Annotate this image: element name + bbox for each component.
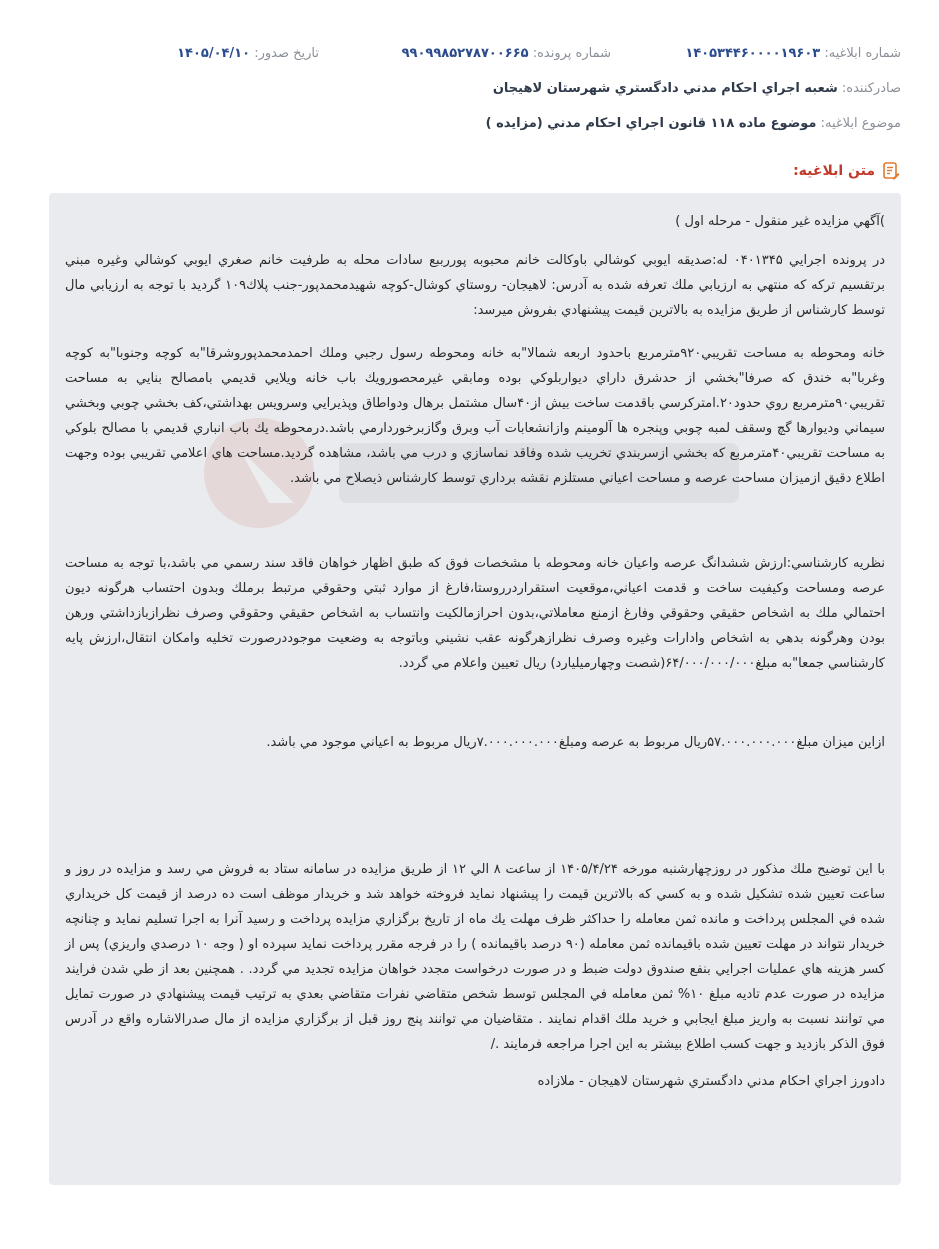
notice-number-label: شماره ابلاغیه: [824, 46, 901, 61]
case-number-label: شماره پرونده: [532, 46, 611, 61]
notice-text-heading [793, 161, 901, 181]
notice-body [49, 193, 901, 1185]
expert-opinion-paragraph: نظريه كارشناسي:ارزش ششدانگ عرصه واعيان خانه ومحوطه با مشخصات فوق كه طبق اظهار خواهان فاقد سند رسمي مي باشد،با توجه به مساحت عرصه ومساحت وكيفيت ساخت و قدمت اعياني،موقعيت استقراردرروستا،فارغ از موارد ثبتي وحقوقي مرتبط برملك وبدون احتساب هرگونه ديون احتمالي ملك به اشخاص حقيقي وحقوقي وفارغ ازمنع معاملاتي،بدون احرازمالكيت وانتساب به اشخاص حقيقي وحقوقي وصرف نظرازبازداشتي ورهن بودن وهرگونه بدهي به اشخاص وادارات وغيره وصرف نظرازهرگونه عقب نشيني وباتوجه به وضعيت موجوددرصورت تخليه وامكان انتقال،ارزش پايه كارشناسي جمعا"به مبلغ۶۴/۰۰۰/۰۰۰/۰۰۰(شصت وچهارميليارد) ريال تعيين واعلام مي گردد. [65, 556, 885, 671]
issuer-label: صادرکننده: [841, 81, 901, 96]
value-breakdown-paragraph: ازاين ميزان مبلغ۵۷.۰۰۰.۰۰۰.۰۰۰ريال مربوط به عرصه ومبلغ۷.۰۰۰.۰۰۰.۰۰۰ريال مربوط به اعياني موجود مي باشد. [266, 735, 885, 750]
issue-date-label: تاریخ صدور: [254, 46, 319, 61]
case-paragraph: در پرونده اجرايي ۰۴۰۱۳۴۵ له:صديقه ايوبي كوشالي باوكالت خانم محبوبه پوررببع سادات محله به طرفيت خانم صغري ايوبي كوشالي وغيره مبني برتقسيم تركه كه منتهي به ارزيابي ملك تعرفه شده به آدرس: لاهيجان- روستاي كوشال-كوچه شهيدمحمدپور-جنب پلاك۱۰۹ گرديد با توجه به ارزيابي مال توسط كارشناس از طريق مزايده به بالاترين قيمت پيشنهادي بفروش ميرسد: [65, 253, 886, 318]
case-number-value: ۹۹۰۹۹۸۵۲۷۸۷۰۰۶۶۵ [401, 46, 529, 61]
subject-value: موضوع ماده ۱۱۸ قانون اجراي احكام مدني (مزايده ) [485, 116, 817, 131]
signature-line: دادورز اجراي احكام مدني دادگستري شهرستان لاهيجان - ملازاده [537, 1074, 885, 1089]
issue-date-value: ۱۴۰۵/۰۴/۱۰ [177, 46, 251, 61]
notice-number [685, 46, 901, 61]
notice-number-value: ۱۴۰۵۳۴۴۶۰۰۰۰۱۹۶۰۳ [685, 46, 821, 61]
issuer-row [38, 81, 901, 96]
auction-terms-paragraph: با اين توضيح ملك مذكور در روزچهارشنبه مورخه ۱۴۰۵/۴/۲۴ از ساعت ۸ الي ۱۲ از طريق مزايده در سامانه ستاد به فروش مي رسد و مزايده در روز و ساعت تعيين شده تشكيل شده و به كسي كه بالاترين قيمت را پيشنهاد نمايد فروخته خواهد شد و خريدار موظف است ده درصد از قيمت كل خريداري شده في المجلس پرداخت و مانده ثمن معامله را حداكثر ظرف مهلت يك ماه از تاريخ برگزاري مزايده پرداخت و رسيد آنرا به اجرا تسليم نمايد و چنانچه خريدار نتواند در مهلت تعيين شده باقيمانده ثمن معامله (۹۰ درصد باقيمانده ) را در فرجه مقرر پرداخت نمايد سپرده او ( وجه ۱۰ درصدي واريزي) پس از كسر هزينه هاي عمليات اجرايي بنفع صندوق دولت ضبط و در صورت درخواست مجدد خواهان مزايده تجديد مي گردد. . همچنين بعد از طي شدن فرايند مزايده در صورت عدم تاديه مبلغ ۱۰% ثمن معامله في المجلس توسط شخص متقاضي نفرات متقاضي بعدي به ترتيب قيمت پيشنهادي در صورت تمايل مي توانند نسبت به واريز مبلغ ايجابي و خريد ملك اقدام نمايند . متقاضيان مي توانند پنج روز قبل از برگزاري مزايده از مال صدرالاشاره واقع در آدرس فوق الذكر بازديد و جهت كسب اطلاع بيشتر به اين اجرا مراجعه فرمايند ./ [65, 862, 886, 1052]
subject-label: موضوع ابلاغیه: [820, 116, 901, 131]
notice-text-title: متن ابلاغیه: [793, 163, 875, 179]
case-number [402, 46, 611, 61]
header-meta-row [38, 46, 901, 61]
subject-row [38, 116, 901, 131]
issue-date [177, 46, 319, 61]
issuer-value: شعبه اجراي احكام مدني دادگستري شهرستان لاهيجان [492, 81, 838, 96]
property-description-paragraph: خانه ومحوطه به مساحت تقريبي۹۲۰مترمربع باحدود اربعه شمالا"به خانه ومحوطه رسول رجبي وملك احمدمحمدپوروشرقا"به كوچه وجنوبا"به كوچه وغربا"به خندق كه صرفا"بخشي از حدشرق داراي ديواربلوكي بوده ومابقي غيرمحصورويك باب خانه ويلايي قديمي بامصالح بنايي به مساحت تقريبي۹۰مترمربع روي حدود۲۰.امتركرسي باقدمت ساخت بيش از۴۰سال مشتمل برهال ودواطاق وپذيرايي وسرويس بهداشتي،كف بخشي چوبي وبخشي سيماني وديوارها گچ وسقف لمبه چوبي وپنجره ها آلومينم وازانشعابات آب وبرق وگازبرخوردارمي باشد.درمحوطه يك باب انباري قديمي با مصالح بلوكي به مساحت تقريبي۴۰مترمربع كه بخشي ازسربندي تخريب شده وفاقد نماسازي و درب مي باشد، مشاهده گرديد.مساحت هاي اعلامي تقريبي بوده وجهت اطلاع دقيق ازميزان مساحت عرصه و مساحت اعياني مستلزم نقشه برداري توسط كارشناس ذيصلاح مي باشد. [65, 346, 886, 486]
document-edit-icon [881, 161, 901, 181]
notice-heading-line: )آگهي مزايده غير منقول - مرحله اول ) [675, 214, 885, 229]
